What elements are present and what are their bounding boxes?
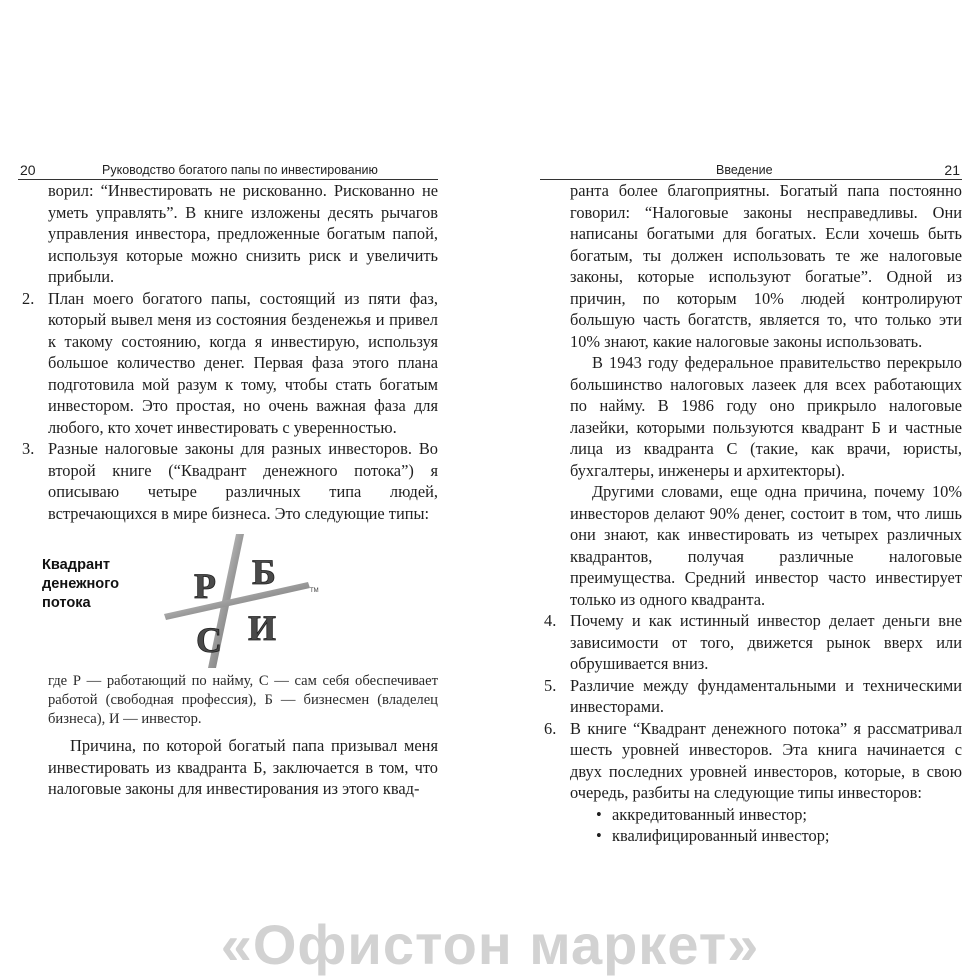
watermark: «Офистон маркет» [220, 913, 760, 976]
list-item-number: 6. [544, 718, 557, 738]
left-page-number: 20 [20, 162, 36, 178]
left-running-title: Руководство богатого папы по инвестированию [102, 163, 378, 177]
list-item-text: Различие между фундаментальными и техническими инвесторами. [570, 675, 962, 716]
left-body-text [18, 180, 438, 800]
bullet-dot-icon: • [596, 804, 602, 824]
left-continuation-paragraph: ворил: “Инвестировать не рискованно. Рискованно не уметь управлять”. В книге изложены десять рычагов управления инвестора, предложенные богатым папой, используя которые можно снизить риск и увеличить прибыли. [48, 181, 438, 286]
left-header-rule [18, 179, 438, 180]
quadrant-letter-e: Р [194, 566, 216, 606]
right-header-rule [540, 179, 962, 180]
quadrant-letter-b: Б [252, 552, 276, 592]
trademark-symbol: TM [310, 588, 319, 594]
list-item-number: 2. [22, 288, 35, 308]
list-item-number: 5. [544, 675, 557, 695]
body-paragraph: В 1943 году федеральное правительство перекрыло большинство налоговых лазеек для всех работающих по найму. В 1986 году оно прикрыло налоговые лазейки, которыми пользуются квадрант Б и частные лица из квадранта С (такие, как врачи, юристы, бухгалтеры, инженеры и архитекторы). [570, 353, 962, 480]
cashflow-quadrant-figure [18, 532, 438, 672]
list-item-text: Почему и как истинный инвестор делает деньги вне зависимости от того, движется рынок вверх или обрушивается вниз. [570, 611, 962, 673]
quadrant-letter-i: И [248, 608, 277, 648]
list-item-number: 3. [22, 439, 35, 458]
left-running-head [18, 160, 438, 180]
left-page [18, 160, 438, 800]
list-item-text: План моего богатого папы, состоящий из пяти фаз, который вывел меня из состояния безденежья и привел к такому состоянию, когда я инвестирую, используя большое количество денег. Первая фаза этого плана подготовила мой разум к тому, чтобы стать богатым инвестором. Это простая, но очень важная фаза для любого, кто хочет инвестировать с уверенностью. [48, 288, 438, 437]
bullet-item-text: аккредитованный инвестор; [612, 804, 807, 824]
right-page [540, 160, 962, 847]
figure-caption: где Р — работающий по найму, С — сам себя обеспечивает работой (свободная профессия), Б — бизнесмен (владелец бизнеса), И — инвестор. [48, 673, 438, 727]
list-item-text: В книге “Квадрант денежного потока” я рассматривал шесть уровней инвесторов. Эта книга начинается с двух последних уровней инвесторов, которые, в свою очередь, разбиты на следующие типы инвесторов: [570, 718, 962, 802]
right-running-head [540, 160, 962, 180]
list-item-number: 4. [544, 611, 557, 630]
bullet-item-text: квалифицированный инвестор; [612, 826, 830, 845]
bullet-item [596, 804, 962, 826]
quadrant-divider-horizontal [164, 582, 310, 620]
bullet-dot-icon: • [596, 826, 602, 845]
list-item [18, 288, 438, 439]
cashflow-quadrant-diagram [158, 532, 338, 672]
quadrant-letter-s: С [196, 620, 222, 660]
right-body-text [540, 180, 962, 847]
body-paragraph: Другими словами, еще одна причина, почему 10% инвесторов делают 90% денег, состоит в том, что лишь они знают, как инвестировать из четырех различных квадрантов, получая различные налоговые преимущества. Средний инвестор часто инвестирует только из одного квадранта. [570, 482, 962, 609]
list-item [540, 675, 962, 718]
list-item [540, 718, 962, 804]
list-item [540, 610, 962, 675]
right-running-title: Введение [716, 163, 773, 177]
list-item-text: Разные налоговые законы для разных инвесторов. Во второй книге (“Квадрант денежного потока”) я описываю четыре различных типа людей, встречающихся в мире бизнеса. Это следующие типы: [48, 439, 438, 523]
right-continuation-paragraph: ранта более благоприятны. Богатый папа постоянно говорил: “Налоговые законы несправедливы. Они написаны богатыми для богатых. Если хочешь быть богатым, ты должен использовать те же налоговые законы, которые используют богатые”. Одной из причин, по которым 10% людей контролируют большую часть богатств, является то, что только эти 10% знают, какие налоговые законы использовать. [570, 181, 962, 351]
right-page-number: 21 [944, 162, 960, 178]
list-item [18, 438, 438, 524]
bullet-list [540, 804, 962, 847]
figure-label: Квадрант денежного потока [42, 557, 119, 611]
left-closing-paragraph: Причина, по которой богатый папа призывал меня инвестировать из квадранта Б, заключается в том, что налоговые законы для инвестирования из этого квад- [48, 736, 438, 798]
bullet-item [596, 825, 962, 847]
